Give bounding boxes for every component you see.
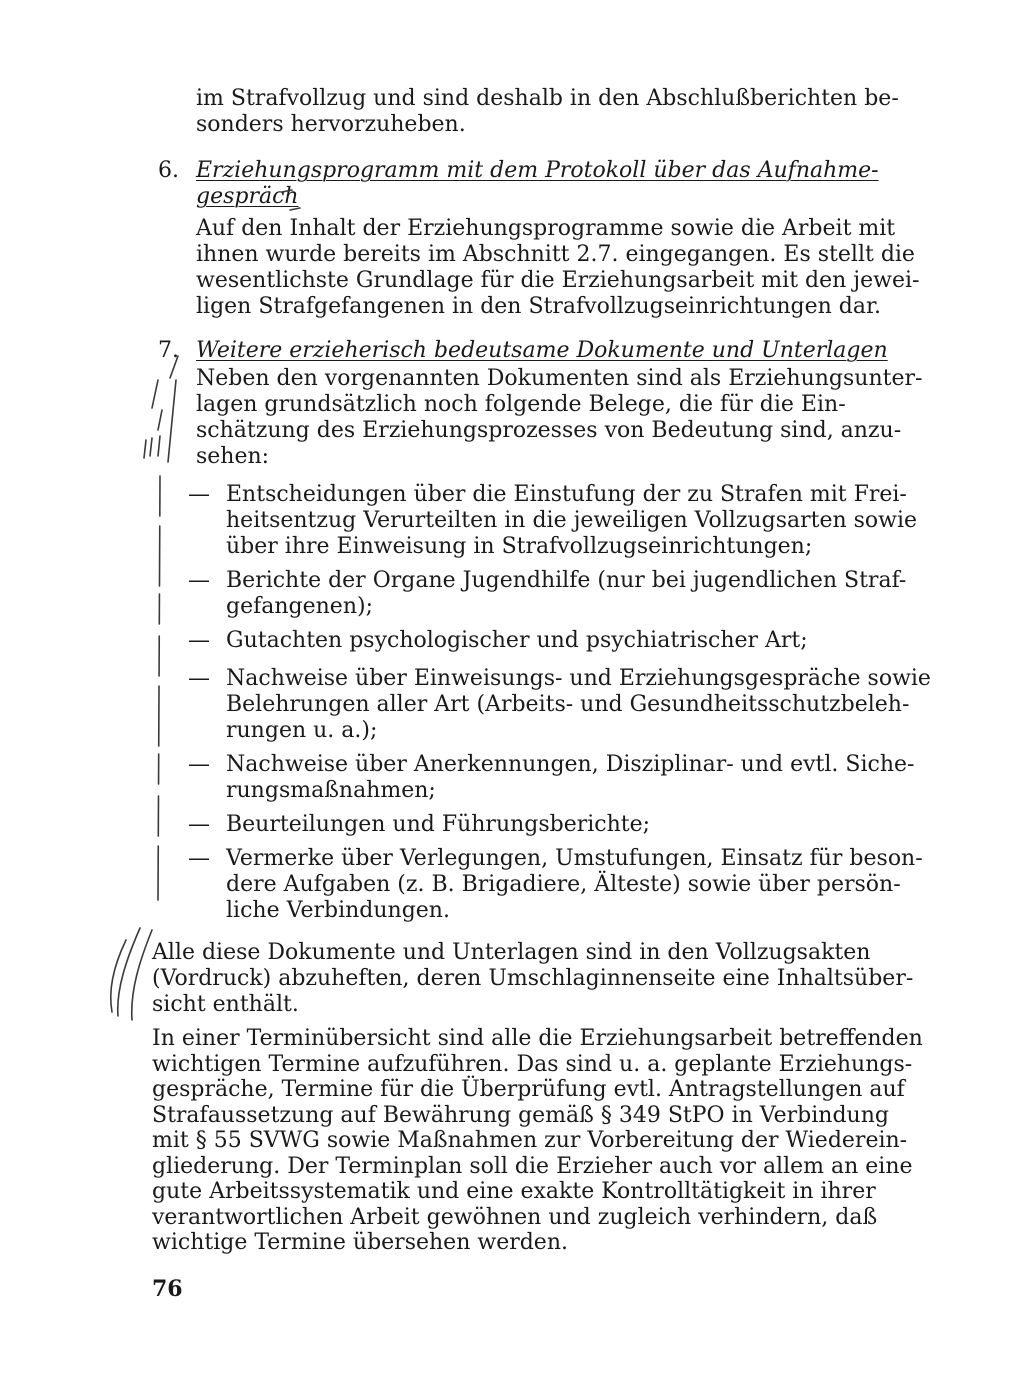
list-dash: — (188, 482, 210, 507)
text-line: Belehrungen aller Art (Arbeits- und Gesundheitsschutzbeleh- (226, 692, 910, 717)
text-line: wichtige Termine übersehen werden. (152, 1230, 568, 1255)
text-line: sehen: (196, 444, 270, 469)
text-line: Berichte der Organe Jugendhilfe (nur bei jugendlichen Straf- (226, 568, 907, 593)
text-line: schätzung des Erziehungsprozesses von Bedeutung sind, anzu- (196, 418, 902, 443)
pencil-mark (170, 356, 178, 378)
text-line: verantwortlichen Arbeit gewöhnen und zugleich verhindern, daß (152, 1204, 878, 1230)
text-line: Auf den Inhalt der Erziehungsprogramme sowie die Arbeit mit (196, 216, 896, 241)
pencil-mark (152, 380, 158, 408)
pencil-mark (158, 410, 162, 430)
text-line: rungen u. a.); (226, 718, 378, 743)
text-line: (Vordruck) abzuheften, deren Umschlaginnenseite eine Inhaltsüber- (152, 966, 914, 991)
pencil-mark (282, 190, 292, 192)
pencil-mark (144, 436, 160, 458)
text-line: Gutachten psychologischer und psychiatrischer Art; (226, 628, 808, 653)
text-line: gute Arbeitssystematik und eine exakte Kontrolltätigkeit in ihrer (152, 1179, 876, 1204)
text-line: mit § 55 SVWG sowie Maßnahmen zur Vorbereitung der Wiederein- (152, 1128, 908, 1153)
text-line: wesentlichste Grundlage für die Erziehungsarbeit mit den jewei- (196, 268, 920, 293)
pencil-mark (132, 930, 152, 1020)
section-7-number: 7. (158, 338, 179, 363)
list-dash: — (188, 628, 210, 653)
text-line: über ihre Einweisung in Strafvollzugseinrichtungen; (226, 534, 813, 559)
list-dash: — (188, 812, 210, 837)
text-line: Nachweise über Anerkennungen, Disziplinar- und evtl. Siche- (226, 752, 915, 777)
text-line: rungsmaßnahmen; (226, 778, 436, 803)
text-line: wichtigen Termine aufzuführen. Das sind u. a. geplante Erziehungs- (152, 1051, 913, 1077)
list-dash: — (188, 752, 210, 777)
text-line: heitsentzug Verurteilten in die jeweiligen Vollzugsarten sowie (226, 508, 918, 533)
pencil-mark (290, 208, 300, 210)
text-line: Beurteilungen und Führungsberichte; (226, 812, 651, 837)
text-line: ihnen wurde bereits im Abschnitt 2.7. eingegangen. Es stellt die (196, 242, 915, 267)
text-line: Strafaussetzung auf Bewährung gemäß § 349 StPO in Verbindung (152, 1102, 889, 1128)
text-line: sonders hervorzuheben. (196, 112, 466, 137)
list-dash: — (188, 568, 210, 593)
text-line: Neben den vorgenannten Dokumenten sind als Erziehungsunter- (196, 366, 923, 391)
section-7-title: Weitere erzieherisch bedeutsame Dokumente und Unterlagen (196, 338, 888, 363)
text-line: dere Aufgaben (z. B. Brigadiere, Älteste) sowie über persön- (226, 872, 901, 897)
text-line: gliederung. Der Terminplan soll die Erzieher auch vor allem an eine (152, 1153, 913, 1179)
text-line: lagen grundsätzlich noch folgende Belege, die für die Ein- (196, 392, 846, 417)
pencil-mark (158, 476, 160, 900)
text-line: sicht enthält. (152, 992, 299, 1017)
text-line: Nachweise über Einweisungs- und Erziehungsgespräche sowie (226, 666, 931, 691)
text-line: Vermerke über Verlegungen, Umstufungen, Einsatz für beson- (226, 846, 923, 871)
list-dash: — (188, 846, 210, 871)
text-line: In einer Terminübersicht sind alle die Erziehungsarbeit betreffenden (152, 1026, 923, 1051)
text-line: Entscheidungen über die Einstufung der zu Strafen mit Frei- (226, 482, 907, 507)
section-6-number: 6. (158, 158, 179, 183)
pencil-mark (118, 928, 140, 1016)
list-dash: — (188, 666, 210, 691)
pencil-mark (168, 380, 176, 462)
text-line: gespräche, Termine für die Überprüfung evtl. Antragstellungen auf (152, 1077, 905, 1102)
text-line: im Strafvollzug und sind deshalb in den Abschlußberichten be- (196, 86, 899, 111)
text-line: gefangenen); (226, 594, 373, 619)
text-line: Alle diese Dokumente und Unterlagen sind in den Vollzugsakten (152, 940, 871, 965)
section-6-title-line: Erziehungsprogramm mit dem Protokoll über das Aufnahme- (196, 158, 879, 183)
text-line: ligen Strafgefangenen in den Strafvollzugseinrichtungen dar. (196, 294, 882, 319)
page-number: 76 (152, 1276, 183, 1302)
section-6-title-line: gespräch (196, 184, 299, 209)
text-line: liche Verbindungen. (226, 898, 450, 923)
